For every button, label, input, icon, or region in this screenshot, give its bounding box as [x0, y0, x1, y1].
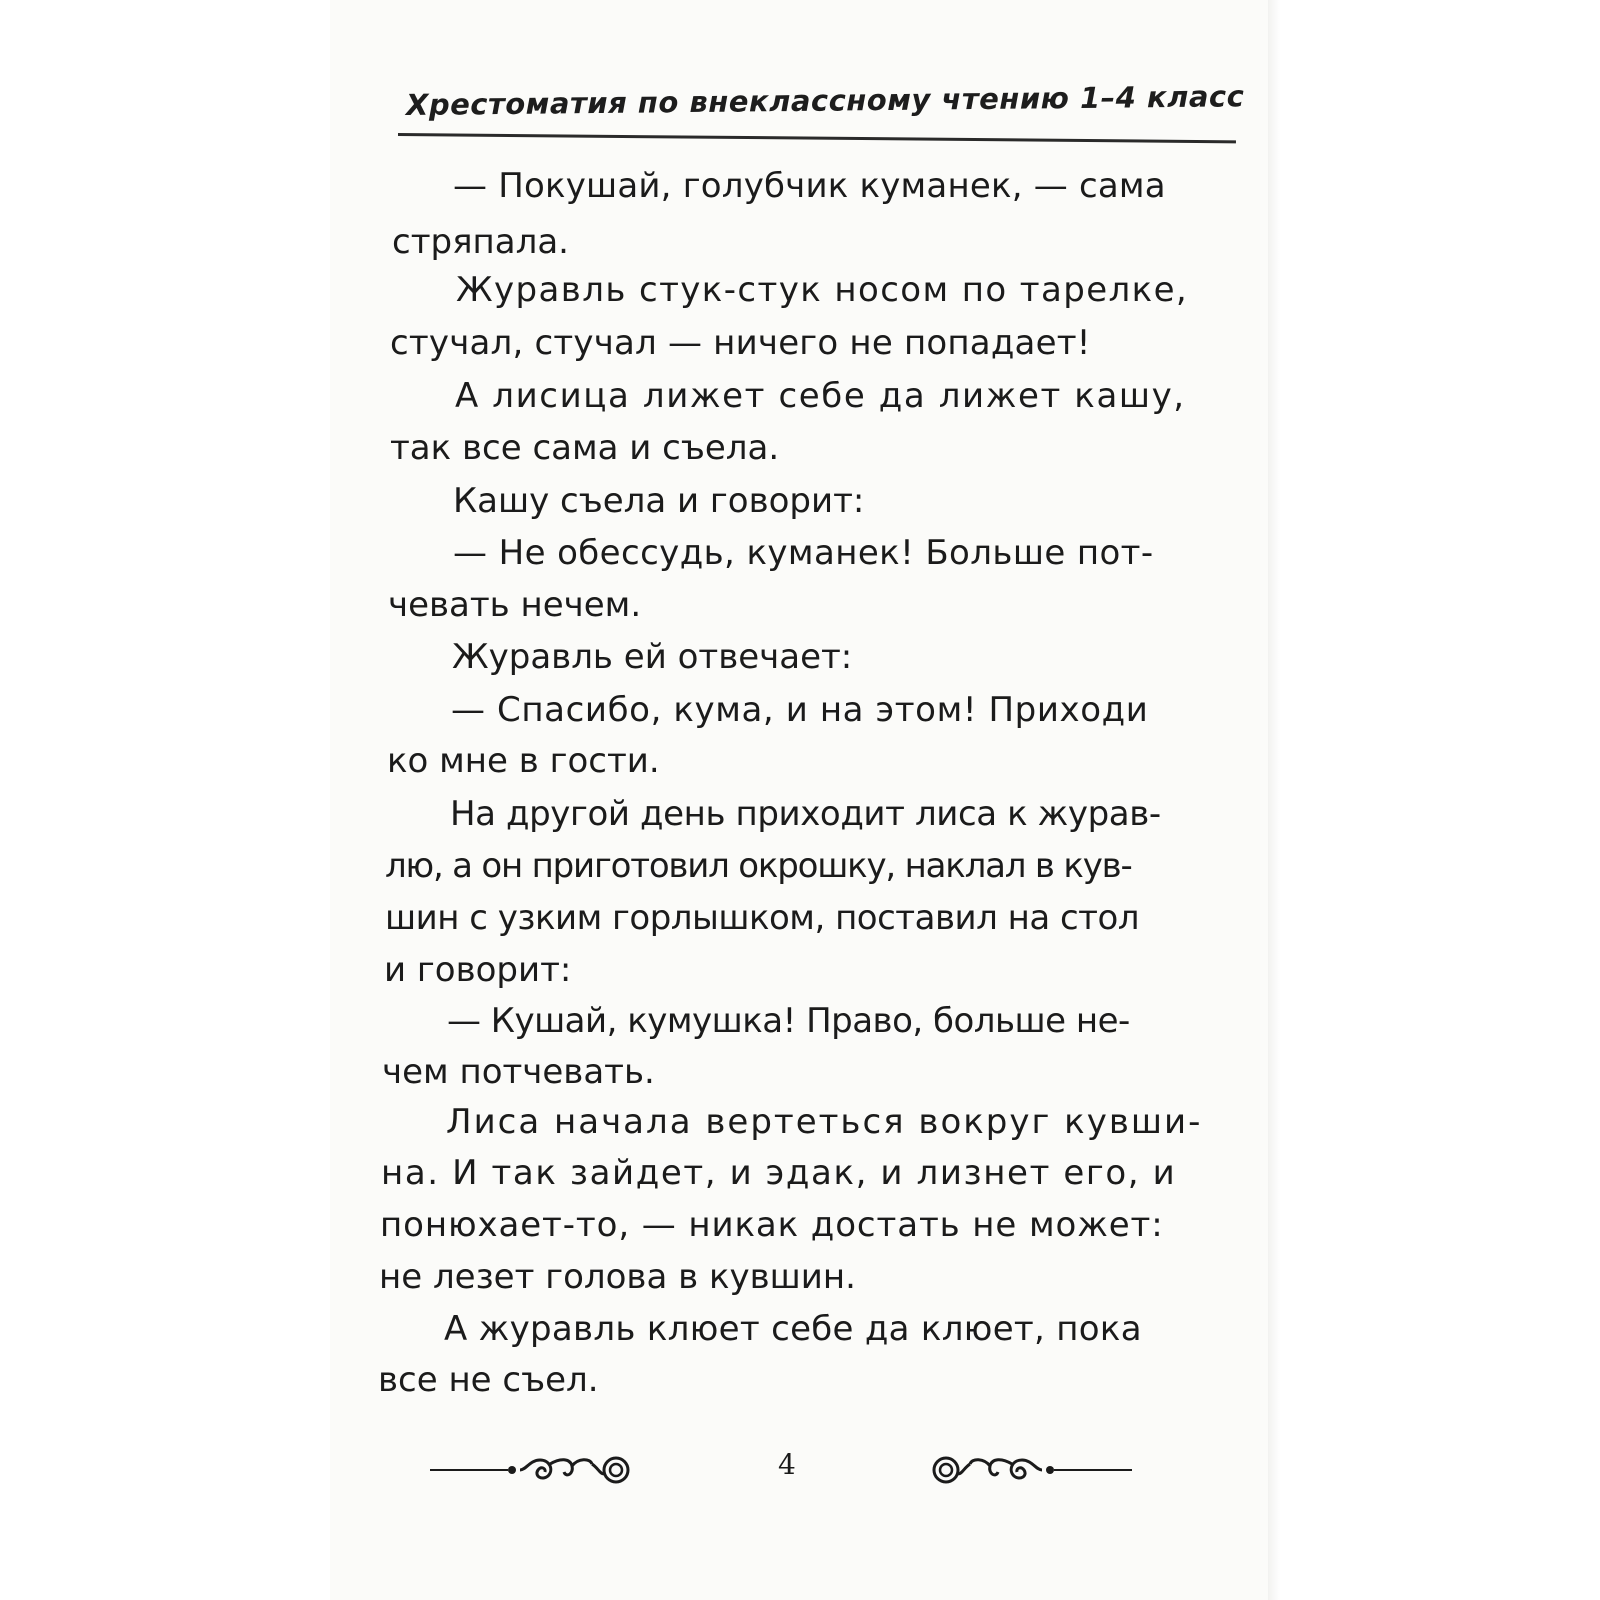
- text-line: на. И так зайдет, и эдак, и лизнет его, и: [381, 1153, 1177, 1193]
- text-line: все не съел.: [378, 1360, 599, 1400]
- text-line: стучал, стучал — ничего не попадает!: [390, 323, 1091, 363]
- text-line: — Покушай, голубчик куманек, — сама: [453, 166, 1166, 206]
- text-line: — Спасибо, кума, и на этом! Приходи: [451, 690, 1149, 730]
- page-number: 4: [778, 1448, 796, 1481]
- scroll-ornament-right-icon: [920, 1452, 1132, 1493]
- text-line: На другой день приходит лиса к журав-: [450, 794, 1161, 834]
- text-line: Журавль ей отвечает:: [452, 637, 853, 677]
- scroll-ornament-left-icon: [430, 1452, 640, 1493]
- text-line: чем потчевать.: [382, 1052, 655, 1092]
- text-line: — Кушай, кумушка! Право, больше не-: [447, 1001, 1130, 1041]
- text-line: А журавль клюет себе да клюет, пока: [444, 1309, 1142, 1349]
- text-line: понюхает-то, — никак достать не может:: [380, 1205, 1164, 1245]
- running-head: Хрестоматия по внеклассному чтению 1–4 класс: [405, 79, 1245, 122]
- text-line: не лезет голова в кувшин.: [379, 1257, 856, 1297]
- text-line: Журавль стук-стук носом по тарелке,: [456, 270, 1189, 310]
- text-line: А лисица лижет себе да лижет кашу,: [455, 376, 1186, 416]
- text-line: ко мне в гости.: [387, 741, 660, 781]
- text-line: лю, а он приготовил окрошку, наклал в кув-: [385, 846, 1132, 886]
- text-line: и говорит:: [384, 950, 572, 990]
- text-line: Лиса начала вертеться вокруг кувши-: [446, 1102, 1203, 1142]
- text-line: шин с узким горлышком, поставил на стол: [385, 898, 1140, 938]
- text-line: стряпала.: [392, 222, 569, 262]
- text-line: так все сама и съела.: [390, 428, 780, 468]
- text-line: чевать нечем.: [388, 585, 642, 625]
- text-line: — Не обессудь, куманек! Больше пот-: [453, 533, 1154, 573]
- text-line: Кашу съела и говорит:: [453, 481, 865, 521]
